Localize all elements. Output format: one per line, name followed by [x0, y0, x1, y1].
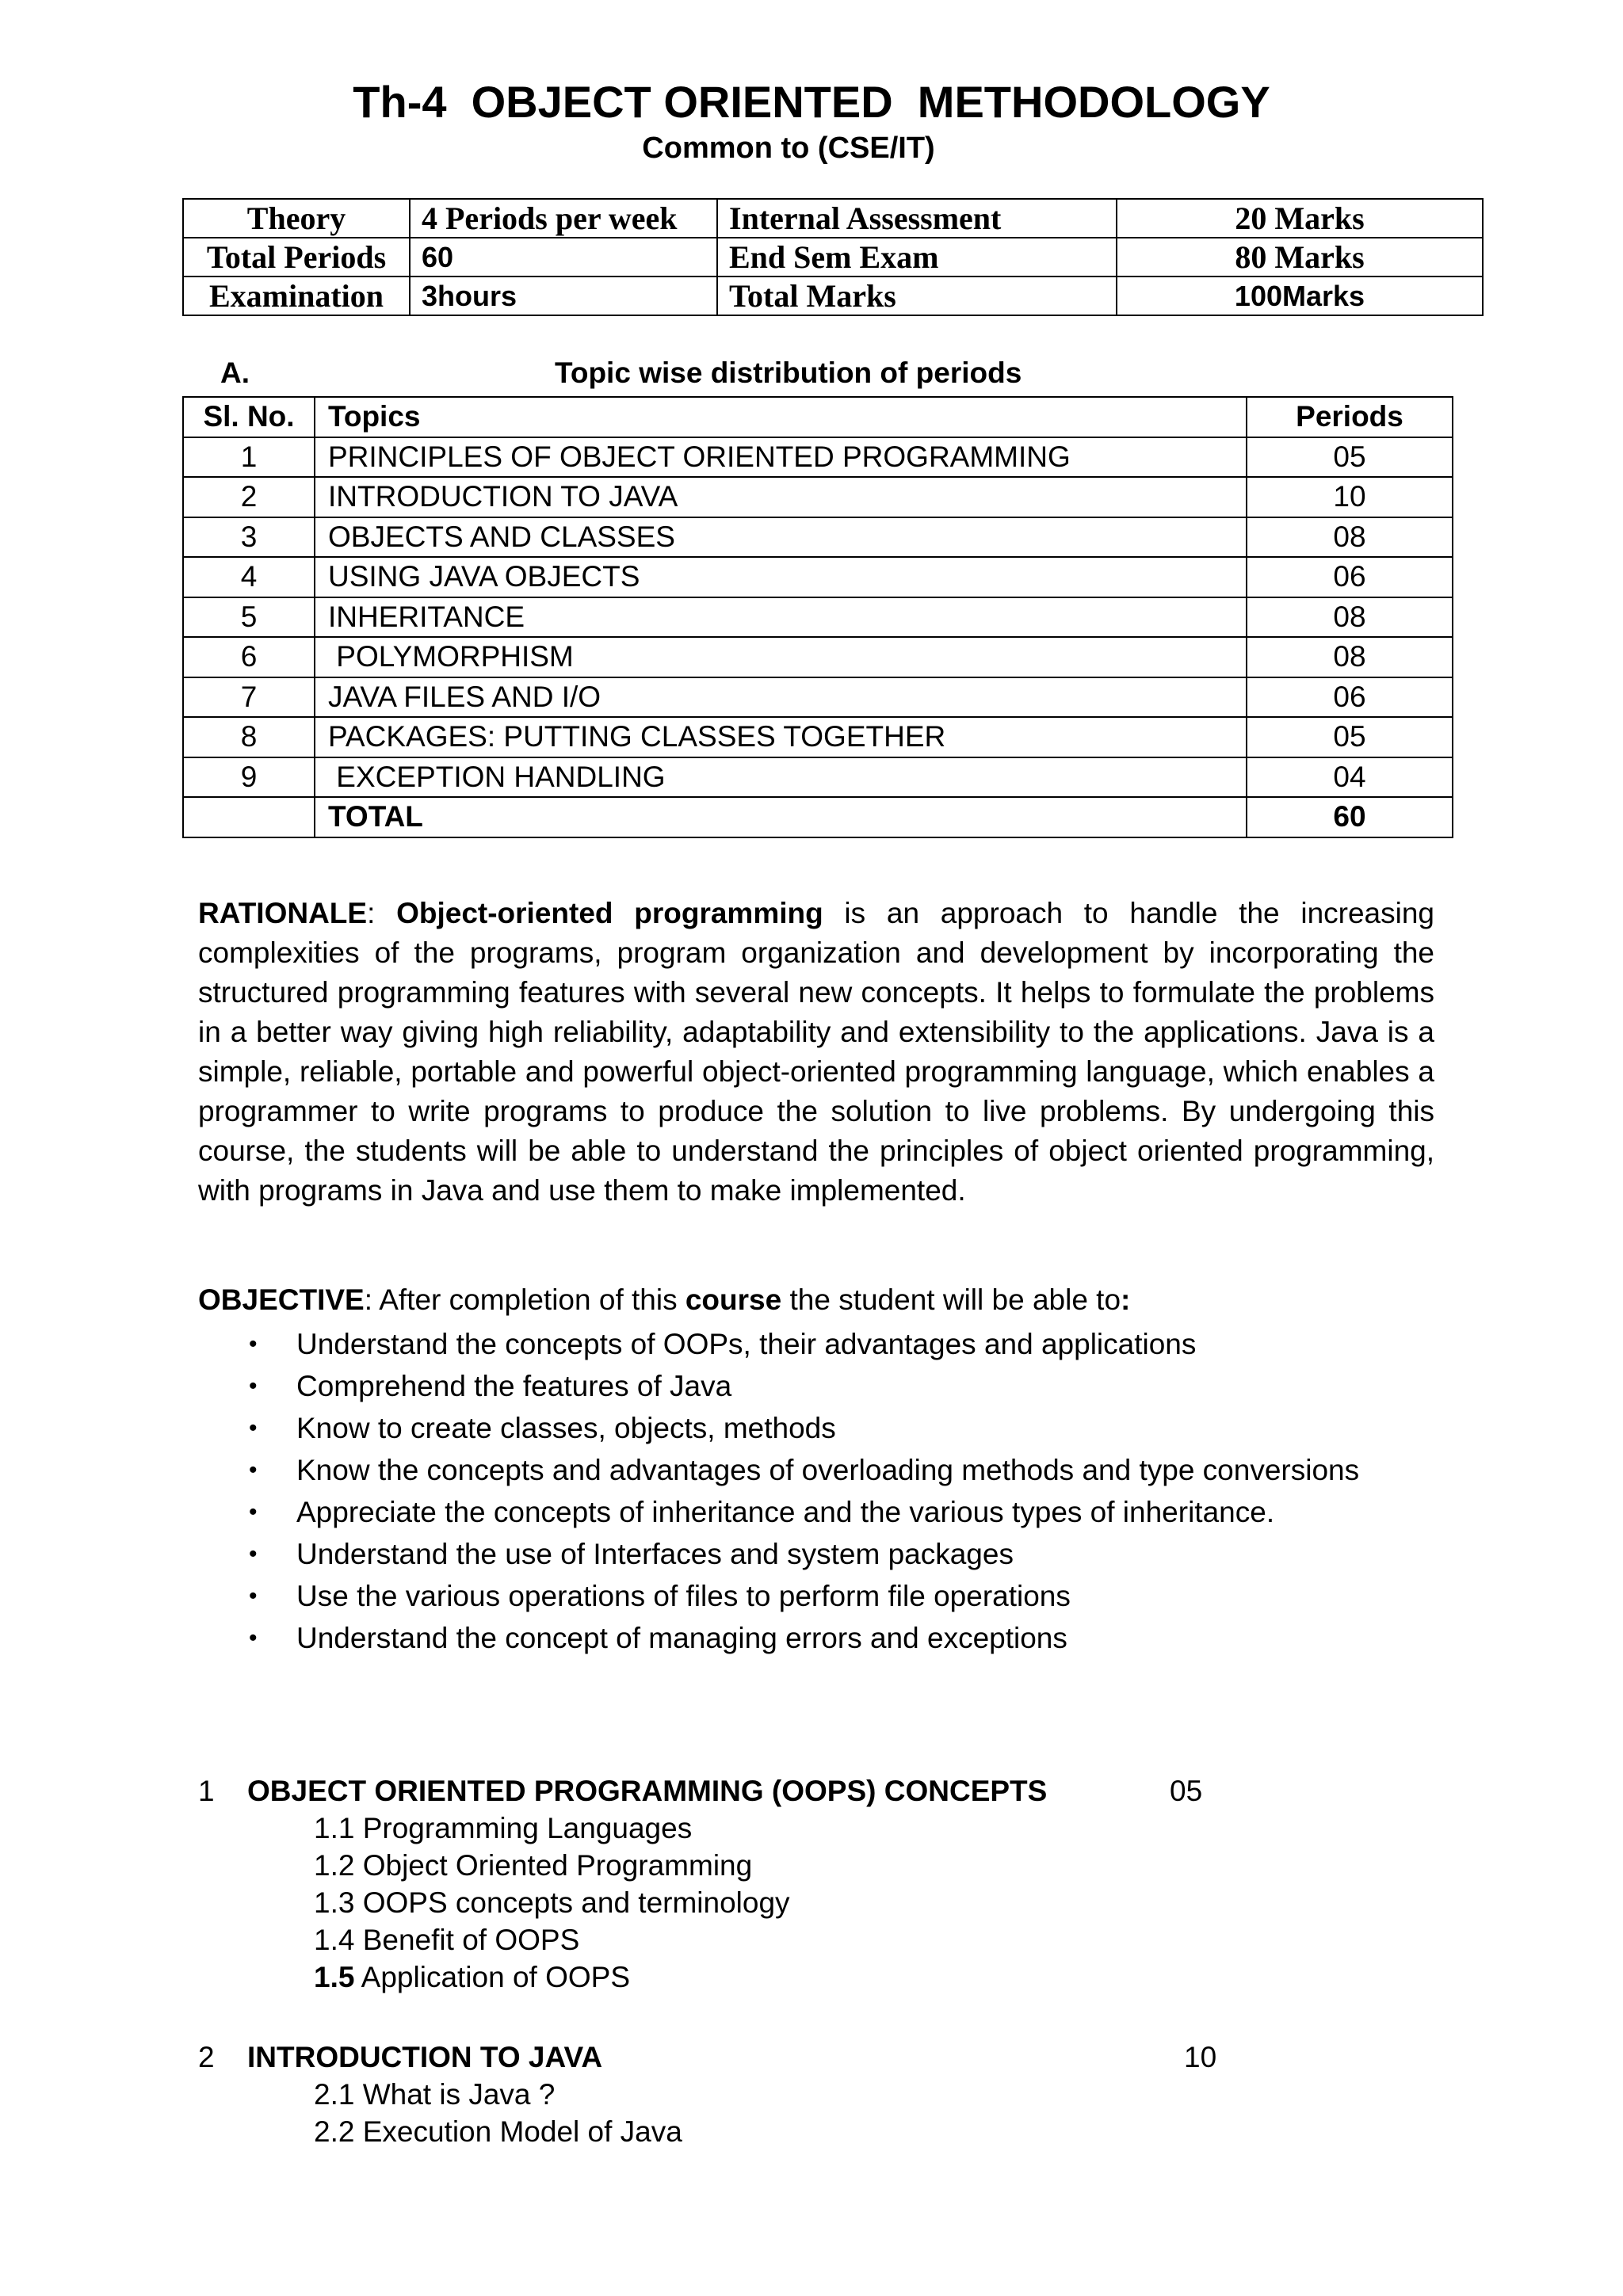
section-a-title: Topic wise distribution of periods [555, 357, 1022, 389]
summary-label: End Sem Exam [717, 238, 1117, 277]
bullet-icon: • [249, 1541, 258, 1567]
table-row [183, 637, 1453, 677]
summary-value: 20 Marks [1117, 199, 1483, 238]
row-topic: POLYMORPHISM [315, 637, 1247, 677]
table-row [183, 557, 1453, 597]
row-periods: 08 [1247, 597, 1453, 638]
section-a-letter: A. [220, 357, 250, 389]
bullet-icon: • [249, 1625, 258, 1651]
total-label: TOTAL [315, 797, 1247, 837]
header-slno: Sl. No. [183, 397, 315, 437]
objective-item-text: Understand the concept of managing errors and exceptions [296, 1622, 1067, 1654]
subtopic-number: 2.2 [314, 2115, 355, 2148]
objective-item-text: Know to create classes, objects, methods [296, 1412, 836, 1444]
topics-header-row [183, 397, 1453, 437]
summary-value: 4 Periods per week [410, 199, 717, 238]
summary-value: 100Marks [1117, 277, 1483, 315]
unit-periods: 05 [1170, 1775, 1203, 1807]
row-topic: INHERITANCE [315, 597, 1247, 638]
subtopic-text: What is Java ? [354, 2078, 556, 2111]
summary-row [183, 238, 1483, 277]
unit-subtopic [314, 1961, 630, 1994]
bullet-icon: • [249, 1331, 258, 1357]
row-number: 7 [183, 677, 315, 718]
objective-item-text: Understand the concepts of OOPs, their advantages and applications [296, 1328, 1197, 1360]
row-periods: 05 [1247, 717, 1453, 757]
header-topics: Topics [315, 397, 1247, 437]
objective-item-text: Use the various operations of files to perform file operations [296, 1580, 1071, 1612]
summary-label: Total Marks [717, 277, 1117, 315]
bullet-icon: • [249, 1415, 258, 1441]
unit-periods: 10 [1184, 2041, 1217, 2073]
summary-label: Examination [183, 277, 410, 315]
unit-title: INTRODUCTION TO JAVA [247, 2041, 603, 2073]
rationale-text: is an approach to handle the increasing complexities of the programs, program organization and development by incorporating the structured programming features with several new concepts. It helps to formulate the problems in a better way giving high reliability, adaptability and extensibility to the applications. Java is a simple, reliable, portable and powerful object-oriented programming language, which enables a programmer to write programs to produce the solution to live problems. By undergoing this course, the students will be able to understand the principles of object oriented programming, with programs in Java and use them to make implemented. [198, 897, 1435, 1207]
table-row [183, 437, 1453, 478]
row-topic: OBJECTS AND CLASSES [315, 517, 1247, 558]
total-empty-cell [183, 797, 315, 837]
row-number: 3 [183, 517, 315, 558]
objective-intro [198, 1283, 1130, 1317]
objective-text: : After completion of this [364, 1283, 685, 1316]
bullet-icon: • [249, 1583, 258, 1609]
summary-label: Theory [183, 199, 410, 238]
unit-subtopic [314, 1886, 790, 1920]
objective-item-text: Comprehend the features of Java [296, 1370, 732, 1402]
subtopic-number: 1.5 [314, 1961, 355, 1993]
objective-item-text: Understand the use of Interfaces and system packages [296, 1538, 1014, 1570]
rationale-colon: : [367, 897, 397, 929]
summary-value: 80 Marks [1117, 238, 1483, 277]
subtopic-number: 1.1 [314, 1812, 355, 1844]
summary-row [183, 277, 1483, 315]
row-periods: 04 [1247, 757, 1453, 798]
page-title: Th-4 OBJECT ORIENTED METHODOLOGY [353, 77, 1270, 127]
row-periods: 10 [1247, 477, 1453, 517]
objective-colon: : [1121, 1283, 1131, 1316]
subtopic-text: Benefit of OOPS [354, 1924, 580, 1956]
row-topic: JAVA FILES AND I/O [315, 677, 1247, 718]
objective-list [198, 1323, 1359, 1659]
row-periods: 05 [1247, 437, 1453, 478]
row-periods: 08 [1247, 637, 1453, 677]
summary-label: Internal Assessment [717, 199, 1117, 238]
list-item [198, 1407, 1359, 1449]
row-number: 8 [183, 717, 315, 757]
row-periods: 06 [1247, 677, 1453, 718]
row-periods: 06 [1247, 557, 1453, 597]
row-number: 9 [183, 757, 315, 798]
row-number: 6 [183, 637, 315, 677]
row-periods: 08 [1247, 517, 1453, 558]
subtopic-number: 2.1 [314, 2078, 355, 2111]
list-item [198, 1575, 1359, 1617]
subtopic-number: 1.3 [314, 1886, 355, 1919]
table-row [183, 677, 1453, 718]
subtopic-text: OOPS concepts and terminology [354, 1886, 790, 1919]
topics-table [182, 396, 1453, 838]
total-periods: 60 [1247, 797, 1453, 837]
row-number: 2 [183, 477, 315, 517]
page-subtitle: Common to (CSE/IT) [642, 132, 935, 165]
list-item [198, 1323, 1359, 1365]
subtopic-text: Object Oriented Programming [354, 1849, 753, 1882]
objective-bold-word: course [685, 1283, 782, 1316]
table-row [183, 517, 1453, 558]
table-row [183, 717, 1453, 757]
row-topic: PACKAGES: PUTTING CLASSES TOGETHER [315, 717, 1247, 757]
unit-title: OBJECT ORIENTED PROGRAMMING (OOPS) CONCEPTS [247, 1775, 1048, 1807]
bullet-icon: • [249, 1457, 258, 1483]
row-number: 1 [183, 437, 315, 478]
table-row [183, 477, 1453, 517]
row-number: 5 [183, 597, 315, 638]
row-topic: PRINCIPLES OF OBJECT ORIENTED PROGRAMMING [315, 437, 1247, 478]
unit-subtopic [314, 1812, 692, 1845]
objective-label: OBJECTIVE [198, 1283, 365, 1316]
rationale-label: RATIONALE [198, 897, 368, 929]
unit-number: 1 [198, 1775, 215, 1807]
unit-number: 2 [198, 2041, 215, 2073]
row-number: 4 [183, 557, 315, 597]
subtopic-number: 1.4 [314, 1924, 355, 1956]
subtopic-text: Application of OOPS [354, 1961, 631, 1993]
row-topic: INTRODUCTION TO JAVA [315, 477, 1247, 517]
list-item [198, 1617, 1359, 1659]
unit-subtopic [314, 1849, 752, 1882]
unit-subtopic [314, 1924, 579, 1957]
objective-text: the student will be able to [781, 1283, 1121, 1316]
summary-value: 60 [410, 238, 717, 277]
course-summary-table [182, 198, 1484, 316]
list-item [198, 1449, 1359, 1491]
summary-row [183, 199, 1483, 238]
row-topic: USING JAVA OBJECTS [315, 557, 1247, 597]
rationale-bold-term: Object-oriented programming [396, 897, 823, 929]
list-item [198, 1365, 1359, 1407]
subtopic-number: 1.2 [314, 1849, 355, 1882]
objective-item-text: Know the concepts and advantages of overloading methods and type conversions [296, 1454, 1360, 1486]
header-periods: Periods [1247, 397, 1453, 437]
row-topic: EXCEPTION HANDLING [315, 757, 1247, 798]
subtopic-text: Programming Languages [354, 1812, 693, 1844]
summary-value: 3hours [410, 277, 717, 315]
unit-subtopic [314, 2078, 555, 2111]
list-item [198, 1491, 1359, 1533]
total-row [183, 797, 1453, 837]
summary-label: Total Periods [183, 238, 410, 277]
table-row [183, 597, 1453, 638]
table-row [183, 757, 1453, 798]
rationale-paragraph [198, 894, 1434, 1211]
unit-subtopic [314, 2115, 682, 2149]
objective-item-text: Appreciate the concepts of inheritance and the various types of inheritance. [296, 1496, 1275, 1528]
subtopic-text: Execution Model of Java [354, 2115, 682, 2148]
bullet-icon: • [249, 1373, 258, 1399]
bullet-icon: • [249, 1499, 258, 1525]
list-item [198, 1533, 1359, 1575]
